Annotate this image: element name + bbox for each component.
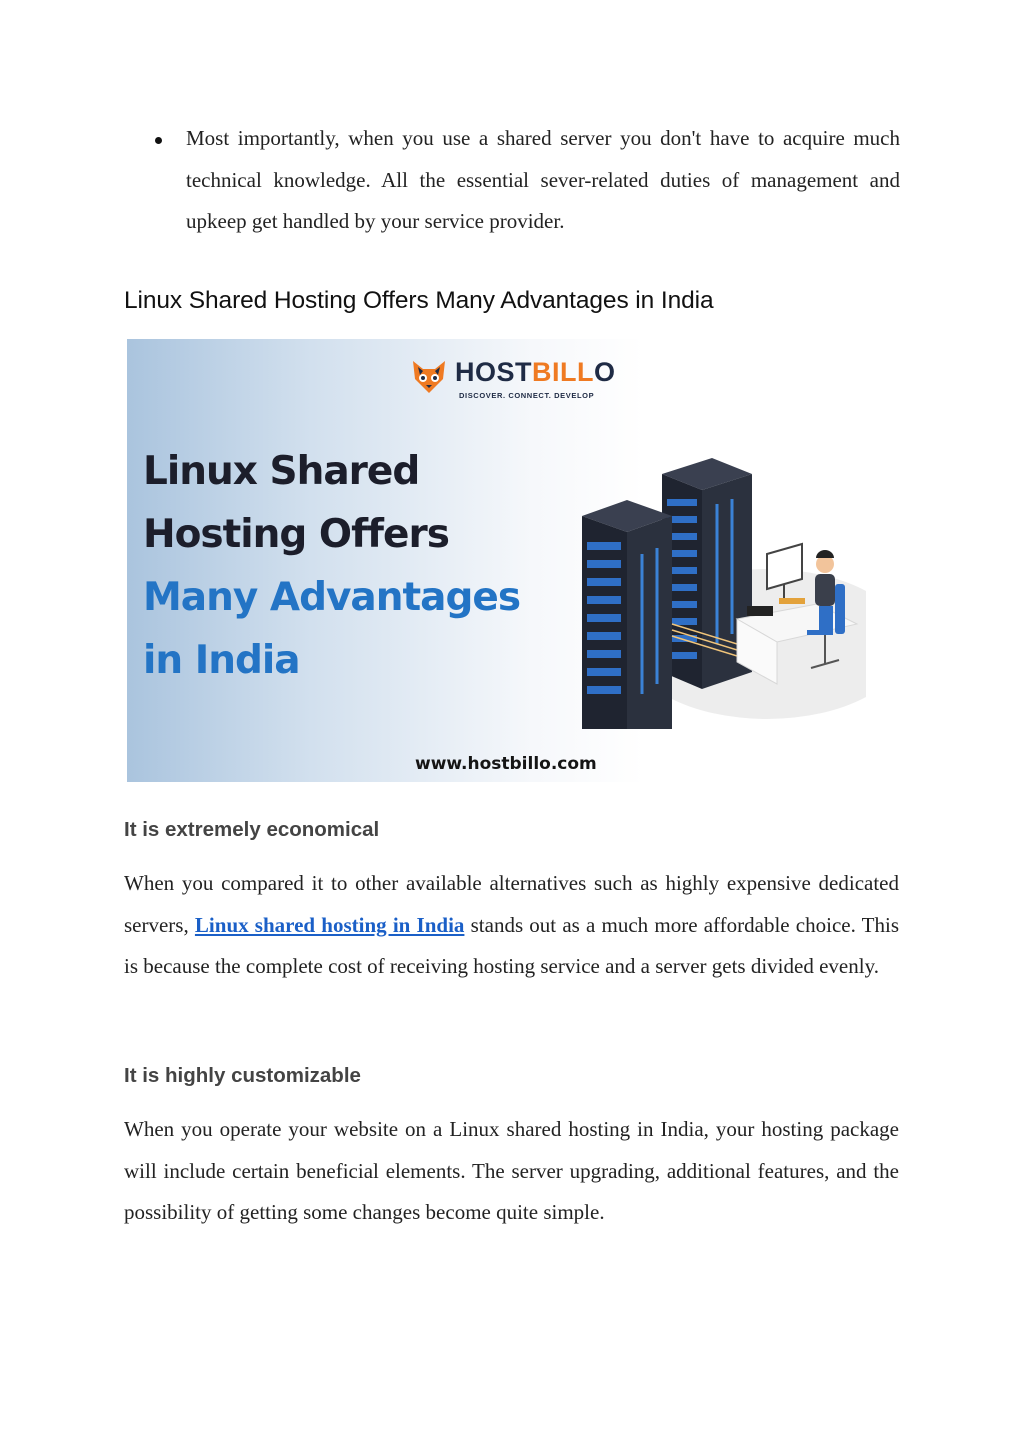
bullet-dot bbox=[155, 137, 162, 144]
section-1-title: It is extremely economical bbox=[124, 818, 380, 841]
logo-wordmark: HOSTBILLO bbox=[455, 357, 616, 387]
section-heading: Linux Shared Hosting Offers Many Advantages in India bbox=[124, 287, 714, 314]
hostbillo-logo bbox=[405, 353, 615, 405]
banner-line-4: in India bbox=[143, 638, 300, 683]
banner-line-2: Hosting Offers bbox=[143, 512, 449, 557]
bullet-item bbox=[155, 118, 900, 243]
section-1-paragraph: When you compared it to other available alternatives such as highly expensive dedicated servers, Linux shared hosting in India stands out as a much more affordable choice. This is because the complete cost of receiving hosting service and a server gets divided evenly. bbox=[124, 871, 899, 978]
linux-shared-hosting-link[interactable]: Linux shared hosting in India bbox=[194, 912, 465, 937]
banner-url: www.hostbillo.com bbox=[415, 754, 597, 774]
banner-line-3: Many Advantages bbox=[143, 575, 521, 620]
cat-mascot-icon bbox=[409, 357, 449, 397]
hostbillo-banner-image bbox=[127, 339, 866, 782]
logo-tagline: DISCOVER. CONNECT. DEVELOP bbox=[459, 391, 595, 400]
banner-line-1: Linux Shared bbox=[143, 449, 420, 494]
server-illustration-icon bbox=[567, 444, 866, 729]
section-2-title: It is highly customizable bbox=[124, 1064, 361, 1087]
bullet-text: Most importantly, when you use a shared server you don't have to acquire much technical knowledge. All the essential sever-related duties of management and upkeep get handled by your service provider. bbox=[186, 126, 900, 233]
section-2-paragraph: When you operate your website on a Linux shared hosting in India, your hosting package will include certain beneficial elements. The server upgrading, additional features, and the possibility of getting some changes become quite simple. bbox=[124, 1117, 899, 1224]
